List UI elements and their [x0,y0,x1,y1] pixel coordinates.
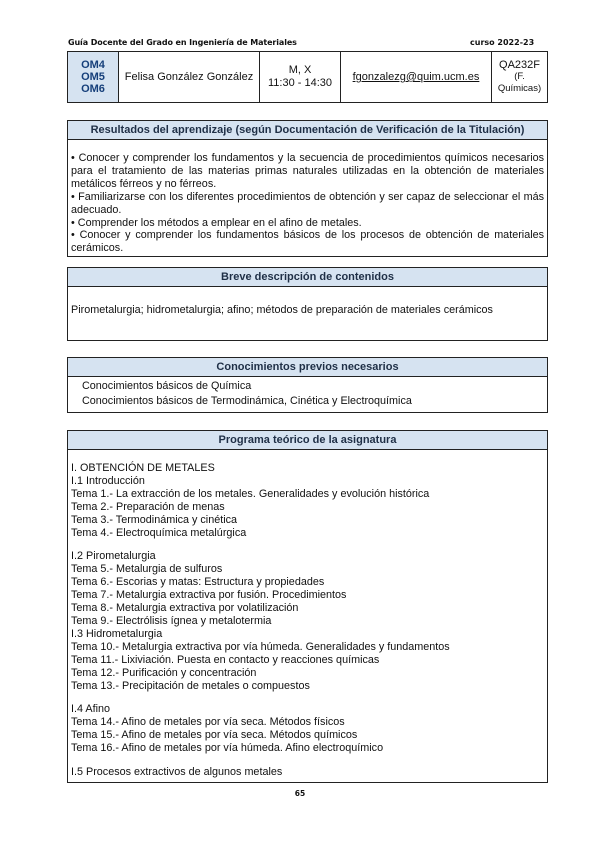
brief-description-title: Breve descripción de contenidos [68,268,547,287]
program-topic: Tema 15.- Afino de metales por vía seca. Métodos químicos [71,729,358,742]
program-topic: Tema 6.- Escorias y matas: Estructura y propiedades [71,576,325,589]
professor-table [67,51,548,103]
group-codes [68,52,119,103]
theory-program-section [67,430,548,783]
prior-knowledge-body [68,377,547,409]
program-topic: Tema 13.- Precipitación de metales o compuestos [71,679,310,692]
prior-knowledge-item: Conocimientos básicos de Termodinámica, Cinética y Electroquímica [82,395,412,407]
brief-description-section [67,267,548,341]
program-heading: I.4 Afino [71,703,111,716]
email-cell [341,52,492,103]
office-cell [492,52,548,103]
blank-line [71,755,544,766]
program-topic: Tema 11.- Lixiviación. Puesta en contacto y reacciones químicas [71,653,380,666]
program-topic: Tema 4.- Electroquímica metalúrgica [71,526,247,539]
page-number: 65 [294,789,306,798]
course-year: curso 2022-23 [470,38,535,47]
schedule-hours: 11:30 - 14:30 [267,77,332,89]
prior-knowledge-section [67,357,548,413]
group-code: OM6 [81,83,105,95]
prior-knowledge-item: Conocimientos básicos de Química [82,380,252,392]
blank-line [71,692,544,703]
program-topic: Tema 12.- Purificación y concentración [71,666,257,679]
program-topic: Tema 2.- Preparación de menas [71,500,225,513]
schedule-cell [260,52,341,103]
program-heading: I.1 Introducción [71,474,145,487]
program-topic: Tema 5.- Metalurgia de sulfuros [71,563,223,576]
office-code: QA232F [499,59,540,71]
professor-email-link[interactable]: fgonzalezg@quim.ucm.es [352,71,480,83]
faculty-name: (F. Químicas) [497,71,542,94]
schedule-days: M, X [288,64,312,76]
document-header-title: Guía Docente del Grado en Ingeniería de Materiales [68,38,297,47]
professor-row [68,52,548,103]
learning-result-item: • Conocer y comprender los fundamentos básicos de los procesos de obtención de materiales cerámicos. [71,229,544,255]
program-topic: Tema 14.- Afino de metales por vía seca. Métodos físicos [71,716,345,729]
brief-description-text: Pirometalurgia; hidrometalurgia; afino; métodos de preparación de materiales cerámicos [71,304,493,316]
program-heading: I.2 Pirometalurgia [71,550,156,563]
program-topic: Tema 8.- Metalurgia extractiva por volatilización [71,602,299,615]
learning-results-title: Resultados del aprendizaje (según Documentación de Verificación de la Titulación) [68,121,547,140]
program-topic: Tema 16.- Afino de metales por vía húmeda. Afino electroquímico [71,742,384,755]
program-heading: I.3 Hidrometalurgia [71,627,163,640]
group-code: OM5 [81,71,105,83]
prior-knowledge-title: Conocimientos previos necesarios [68,358,547,377]
learning-result-item: • Comprender los métodos a emplear en el afino de metales. [71,216,362,229]
blank-line [71,539,544,550]
program-topic: Tema 7.- Metalurgia extractiva por fusión. Procedimientos [71,589,347,602]
theory-program-body [68,450,547,779]
learning-result-item: • Conocer y comprender los fundamentos y la secuencia de procedimientos químicos necesarios para el tratamiento de las materias primas naturales utilizadas en la obtención de materiales metálicos férreos y no férreos. [71,152,544,190]
program-heading: I.5 Procesos extractivos de algunos metales [71,766,283,779]
learning-result-item: • Familiarizarse con los diferentes procedimientos de obtención y ser capaz de seleccionar el más adecuado. [71,190,544,216]
program-topic: Tema 10.- Metalurgia extractiva por vía húmeda. Generalidades y fundamentos [71,640,450,653]
learning-results-section [67,120,548,257]
group-code: OM4 [81,59,105,71]
learning-results-body [68,140,547,255]
program-heading: I. OBTENCIÓN DE METALES [71,462,215,474]
program-topic: Tema 9.- Electrólisis ígnea y metalotermia [71,614,272,627]
theory-program-title: Programa teórico de la asignatura [68,431,547,450]
program-topic: Tema 1.- La extracción de los metales. Generalidades y evolución histórica [71,487,430,500]
professor-name: Felisa González González [119,52,260,103]
program-topic: Tema 3.- Termodinámica y cinética [71,513,238,526]
